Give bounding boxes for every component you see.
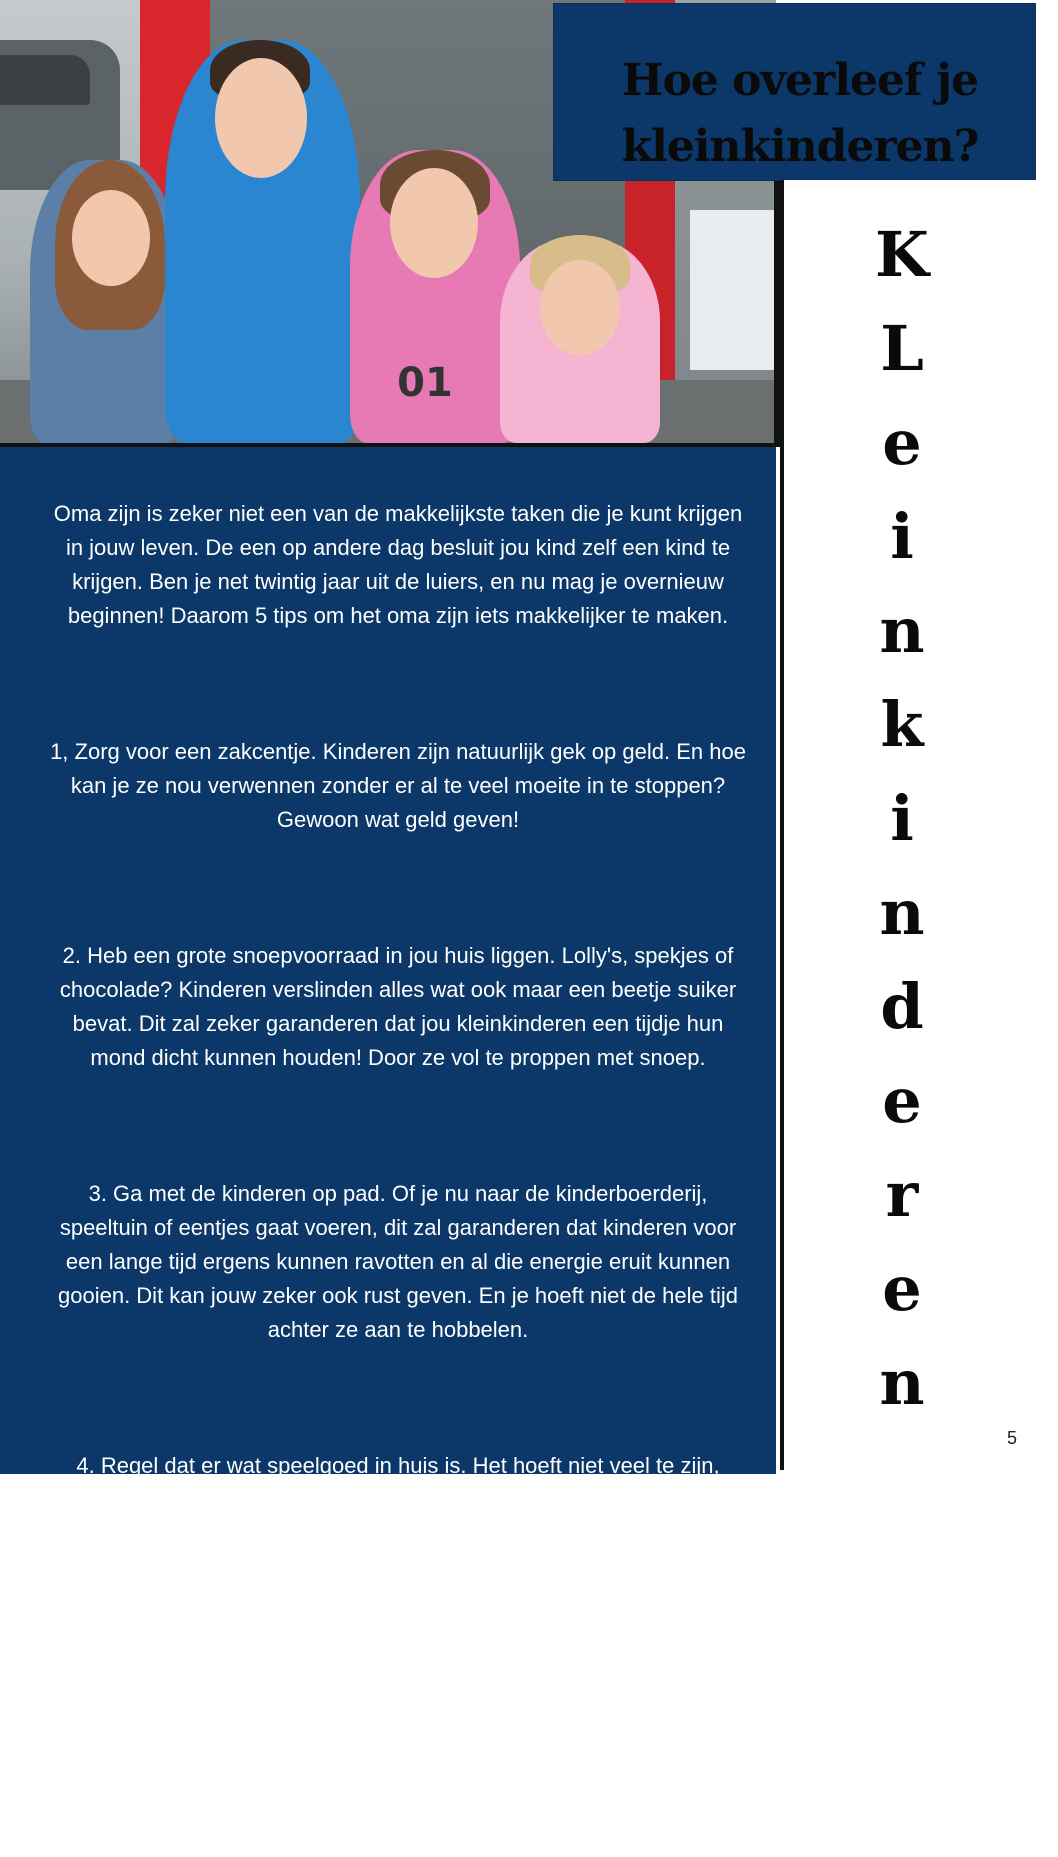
photo-child-4 — [500, 240, 660, 443]
vertical-letter: n — [879, 594, 925, 667]
vertical-letter: e — [882, 406, 922, 479]
photo-window-notice — [690, 210, 776, 370]
vertical-letter: L — [880, 312, 924, 385]
vertical-letter: n — [879, 1346, 925, 1419]
article-title — [574, 48, 1026, 180]
child-1-face — [72, 190, 150, 286]
tip-4-paragraph: 4. Regel dat er wat speelgoed in huis is. Het hoeft niet veel te zijn, maar een kleine bak met wat keuze zal ze super snel afleiden. Een waarschuwing: vul je het speelgoed niet vaak bij? Dan is de kans dat alles binnen een . maand verdwenen is en dat driftbuien jouw kant op komen. — [60, 1453, 736, 1614]
article-text-panel — [0, 447, 776, 1818]
tip-3-paragraph: 3. Ga met de kinderen op pad. Of je nu naar de kinderboerderij, speeltuin of eentjes gaat voeren, dit zal garanderen dat kinderen voor een lange tijd ergens kunnen ravotten en al die energie eruit kunnen gooien. Dit kan jouw zeker ook rust geven. En je hoeft niet de hele tijd achter ze aan te hobbelen. — [58, 1181, 738, 1342]
child-3-face — [390, 168, 478, 278]
vertical-letter: k — [880, 688, 924, 761]
photo-child-3 — [350, 150, 520, 443]
vertical-letter: i — [890, 500, 914, 573]
tip-1-paragraph: 1, Zorg voor een zakcentje. Kinderen zijn natuurlijk gek op geld. En hoe kan je ze nou verwennen zonder er al te veel moeite in te stoppen? Gewoon wat geld geven! — [50, 739, 746, 832]
vertical-letter: K — [875, 218, 929, 291]
page-right-margin — [1036, 0, 1058, 1474]
photo-child-1 — [30, 160, 180, 443]
vertical-letter: e — [882, 1064, 922, 1137]
title-line-1: Hoe overleef je — [621, 55, 979, 106]
vertical-letter: n — [879, 876, 925, 949]
vertical-letter: i — [890, 782, 914, 855]
vertical-word-column — [780, 180, 1040, 1470]
vertical-letter: d — [880, 970, 924, 1043]
title-line-2: kleinkinderen? — [621, 121, 979, 172]
photo-car-window — [0, 55, 90, 105]
tip-5-paragraph: 5.Zet een kinderserie op. Dit zal de kinderen uren voor een tv- schermpje geplakt houden. En dat betekent nog meer rust aan jouw hoofd! — [67, 1725, 729, 1818]
tip-2-paragraph: 2. Heb een grote snoepvoorraad in jou huis liggen. Lolly's, spekjes of chocolade? Kinderen verslinden alles wat ook maar een beetje suiker bevat. Dit zal zeker garanderen dat jou kleinkinderen een tijdje hun mond dicht kunnen houden! Door ze vol te proppen met snoep. — [59, 943, 737, 1070]
vertical-letter: r — [885, 1158, 919, 1231]
intro-paragraph: Oma zijn is zeker niet een van de makkelijkste taken die je kunt krijgen in jouw leven. De een op andere dag besluit jou kind zelf een kind te krijgen. Ben je net twintig jaar uit de luiers, en nu mag je overnieuw beginnen! Daarom 5 tips om het oma zijn iets makkelijker te maken. — [53, 501, 743, 628]
vertical-letter: e — [882, 1252, 922, 1325]
page-number: 5 — [1006, 1428, 1017, 1448]
child-3-shirt-number: 01 — [397, 360, 453, 406]
title-box — [554, 4, 1036, 180]
child-4-face — [540, 260, 620, 355]
child-2-face — [215, 58, 307, 178]
article-body — [8, 463, 788, 1857]
photo-child-2 — [165, 40, 360, 443]
